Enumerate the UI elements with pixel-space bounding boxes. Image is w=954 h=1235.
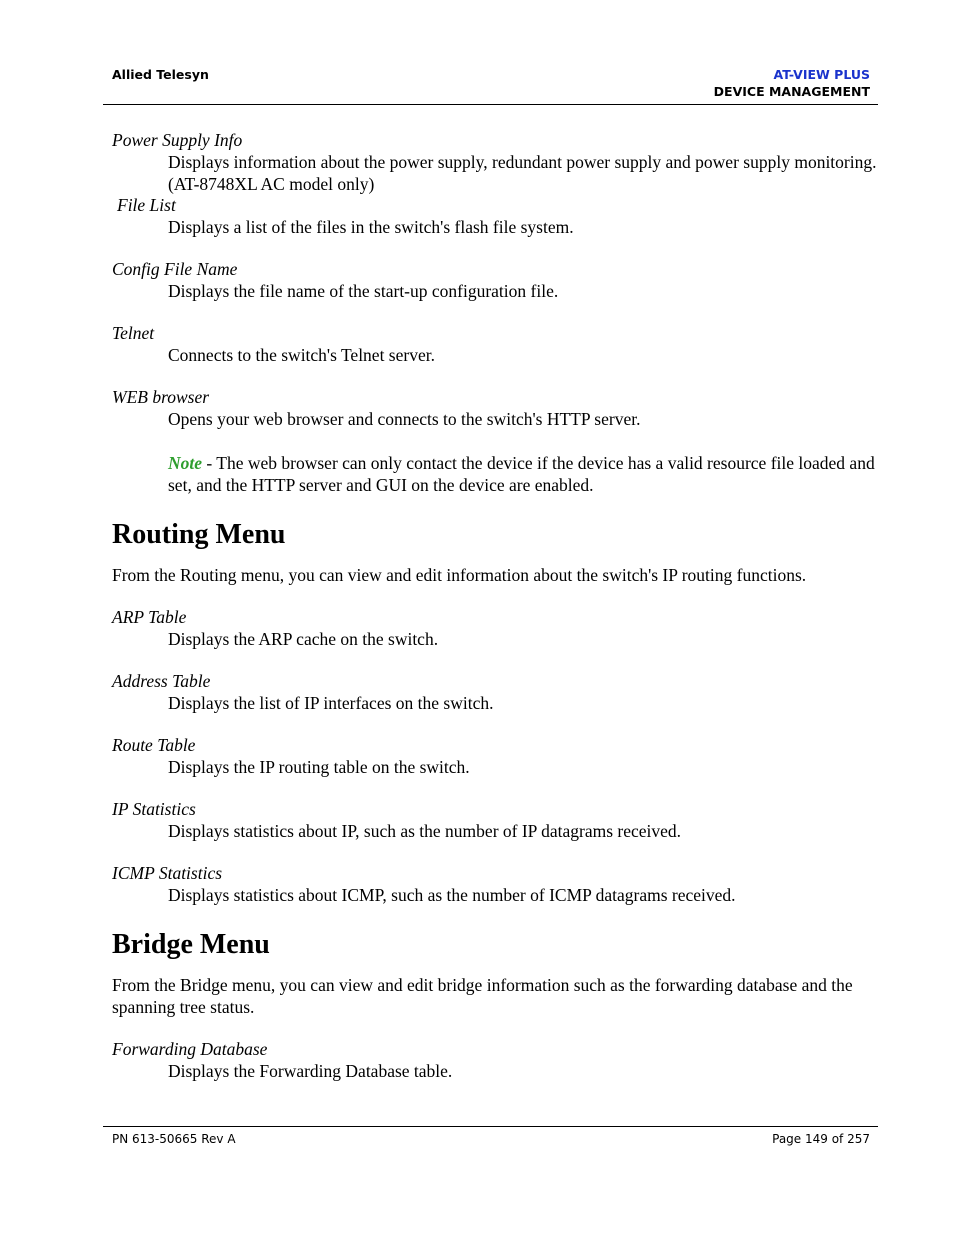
note-text: - The web browser can only contact the device if the device has a valid resource file loaded and set, and the HTTP server and GUI on the device are enabled. (168, 453, 875, 495)
page-header (103, 63, 878, 105)
entry-desc: Displays a list of the files in the switch's flash file system. (168, 217, 574, 237)
product-name: AT-VIEW PLUS (773, 67, 870, 82)
entry-desc: Displays the list of IP interfaces on the switch. (168, 693, 494, 713)
entry-address-table (112, 671, 878, 714)
note-label: Note (168, 453, 203, 473)
note-paragraph (168, 452, 878, 496)
entry-term: Telnet (112, 323, 155, 343)
entry-desc: Displays statistics about ICMP, such as the number of ICMP datagrams received. (168, 885, 736, 905)
routing-intro: From the Routing menu, you can view and edit information about the switch's IP routing functions. (112, 565, 807, 585)
entry-desc: Displays statistics about IP, such as the number of IP datagrams received. (168, 821, 682, 841)
section-name: DEVICE MANAGEMENT (713, 84, 870, 99)
header-right (714, 66, 870, 100)
page-footer (103, 1126, 878, 1146)
entry-desc: Connects to the switch's Telnet server. (168, 345, 435, 365)
entry-route-table (112, 735, 878, 778)
entry-term: Route Table (112, 735, 196, 755)
entry-icmp-statistics (112, 863, 878, 906)
part-number: PN 613-50665 Rev A (112, 1132, 236, 1146)
entry-file-list (112, 195, 878, 238)
entry-desc: Displays the Forwarding Database table. (168, 1061, 453, 1081)
entry-desc: Displays the ARP cache on the switch. (168, 629, 439, 649)
entry-term: IP Statistics (112, 799, 196, 819)
entry-desc: Displays the file name of the start-up configuration file. (168, 281, 559, 301)
page-number: Page 149 of 257 (772, 1132, 870, 1146)
bridge-intro: From the Bridge menu, you can view and edit bridge information such as the forwarding database and the spanning tree status. (112, 975, 853, 1017)
bridge-menu-heading: Bridge Menu (112, 929, 270, 960)
entry-telnet (112, 323, 878, 366)
entry-term: Config File Name (112, 259, 238, 279)
company-name: Allied Telesyn (112, 67, 209, 82)
page-content (112, 130, 878, 1082)
entry-desc: Displays information about the power supply, redundant power supply and power supply monitoring. (AT-8748XL AC model only) (168, 152, 877, 194)
entry-power-supply-info (112, 130, 878, 195)
entry-term: ICMP Statistics (112, 863, 223, 883)
entry-desc: Opens your web browser and connects to the switch's HTTP server. (168, 409, 641, 429)
routing-menu-heading: Routing Menu (112, 519, 286, 550)
entry-term: WEB browser (112, 387, 210, 407)
entry-desc: Displays the IP routing table on the switch. (168, 757, 470, 777)
entry-ip-statistics (112, 799, 878, 842)
entry-arp-table (112, 607, 878, 650)
entry-term: ARP Table (112, 607, 187, 627)
entry-web-browser (112, 387, 878, 430)
entry-config-file-name (112, 259, 878, 302)
entry-term: Power Supply Info (112, 130, 243, 150)
entry-term: Address Table (112, 671, 211, 691)
entry-forwarding-database (112, 1039, 878, 1082)
entry-term: Forwarding Database (112, 1039, 268, 1059)
entry-term: File List (117, 195, 176, 215)
